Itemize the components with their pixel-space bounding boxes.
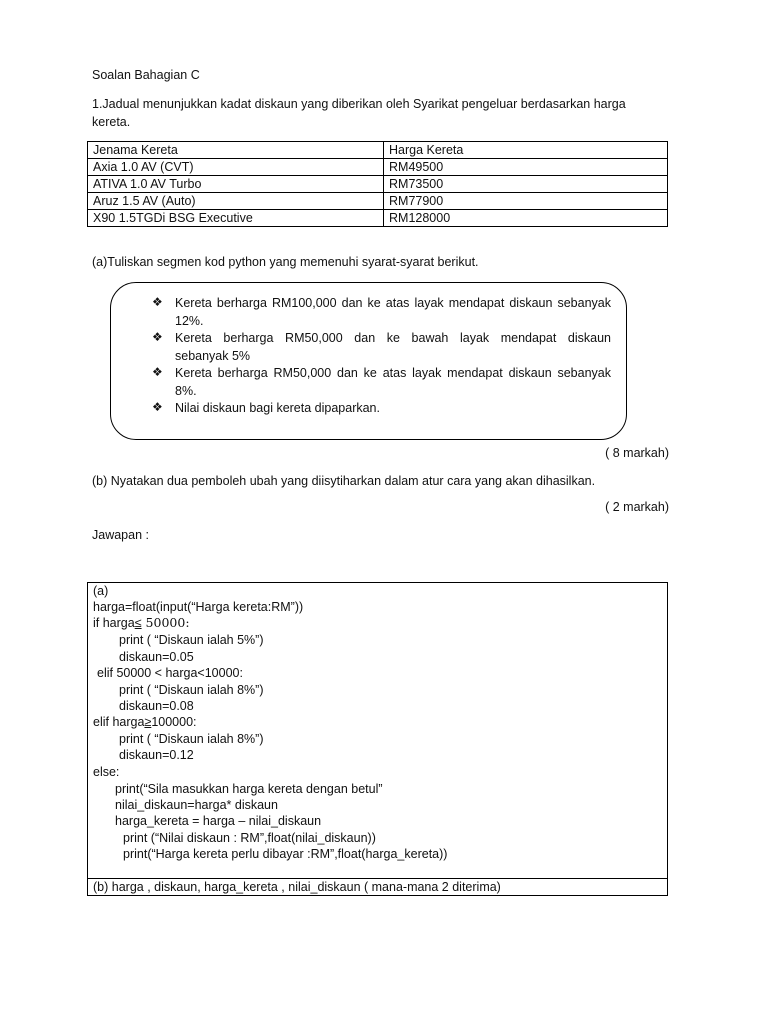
code-line: print(“Harga kereta perlu dibayar :RM”,float(harga_kereta)) — [123, 847, 448, 861]
code-line: print (“Nilai diskaun : RM”,float(nilai_diskaun)) — [123, 831, 376, 845]
part-a-instruction: (a)Tuliskan segmen kod python yang memenuhi syarat-syarat berikut. — [92, 255, 479, 269]
table-cell: RM49500 — [384, 159, 668, 176]
code-line: diskaun=0.05 — [119, 650, 194, 664]
code-line: print ( “Diskaun ialah 5%”) — [119, 633, 264, 647]
table-cell: Aruz 1.5 AV (Auto) — [88, 193, 384, 210]
table-row — [88, 159, 668, 176]
answer-a-label: (a) — [93, 584, 109, 598]
table-row — [88, 193, 668, 210]
requirement-line: 12%. — [175, 313, 204, 328]
answer-box — [87, 582, 668, 896]
less-equal-symbol: ≤ — [134, 616, 142, 630]
code-line — [93, 615, 190, 632]
code-line: print ( “Diskaun ialah 8%”) — [119, 683, 264, 697]
question-1-line-1: 1.Jadual menunjukkan kadat diskaun yang diberikan oleh Syarikat pengeluar berdasarkan harga — [92, 97, 626, 111]
diamond-bullet-icon: ❖ — [152, 330, 163, 344]
section-title: Soalan Bahagian C — [92, 68, 200, 82]
code-line: diskaun=0.12 — [119, 748, 194, 762]
car-price-table — [87, 141, 668, 227]
part-b-marks: ( 2 markah) — [605, 500, 669, 514]
table-cell: RM73500 — [384, 176, 668, 193]
requirement-line: Nilai diskaun bagi kereta dipaparkan. — [175, 401, 380, 415]
code-line — [93, 714, 197, 731]
part-a-marks: ( 8 markah) — [605, 446, 669, 460]
table-cell: ATIVA 1.0 AV Turbo — [88, 176, 384, 193]
requirements-box — [110, 282, 627, 440]
code-text: if harga — [93, 616, 135, 630]
requirement-line: Kereta berharga RM50,000 dan ke bawah layak mendapat diskaun — [175, 331, 611, 345]
requirement-line: Kereta berharga RM50,000 dan ke atas layak mendapat diskaun sebanyak — [175, 366, 611, 380]
code-line: diskaun=0.08 — [119, 699, 194, 713]
table-row — [88, 210, 668, 227]
code-line: harga=float(input(“Harga kereta:RM”)) — [93, 600, 304, 614]
code-line: elif 50000 < harga<10000: — [97, 666, 243, 680]
code-line: harga_kereta = harga – nilai_diskaun — [115, 814, 322, 828]
diamond-bullet-icon: ❖ — [152, 295, 163, 309]
table-cell: RM77900 — [384, 193, 668, 210]
diamond-bullet-icon: ❖ — [152, 400, 163, 414]
table-header-row — [88, 142, 668, 159]
table-cell: RM128000 — [384, 210, 668, 227]
table-cell: X90 1.5TGDi BSG Executive — [88, 210, 384, 227]
question-1-line-2: kereta. — [92, 115, 131, 129]
code-number: 50000: — [141, 615, 190, 630]
table-row — [88, 176, 668, 193]
code-line: else: — [93, 765, 120, 779]
diamond-bullet-icon: ❖ — [152, 365, 163, 379]
requirement-line: 8%. — [175, 383, 197, 398]
code-number: 100000: — [151, 715, 197, 729]
requirement-line: Kereta berharga RM100,000 dan ke atas layak mendapat diskaun sebanyak — [175, 296, 611, 310]
answer-label: Jawapan : — [92, 528, 149, 542]
requirement-line: sebanyak 5% — [175, 348, 251, 363]
answer-b-text: (b) harga , diskaun, harga_kereta , nilai_diskaun ( mana-mana 2 diterima) — [93, 880, 501, 894]
table-header-cell: Jenama Kereta — [88, 142, 384, 159]
code-line: print(“Sila masukkan harga kereta dengan betul” — [115, 782, 383, 796]
table-cell: Axia 1.0 AV (CVT) — [88, 159, 384, 176]
greater-equal-symbol: ≥ — [144, 715, 152, 729]
table-header-cell: Harga Kereta — [384, 142, 668, 159]
code-line: print ( “Diskaun ialah 8%”) — [119, 732, 264, 746]
part-b-instruction: (b) Nyatakan dua pemboleh ubah yang diisytiharkan dalam atur cara yang akan dihasilkan. — [92, 474, 596, 488]
code-text: elif harga — [93, 715, 145, 729]
code-line: nilai_diskaun=harga* diskaun — [115, 798, 278, 812]
